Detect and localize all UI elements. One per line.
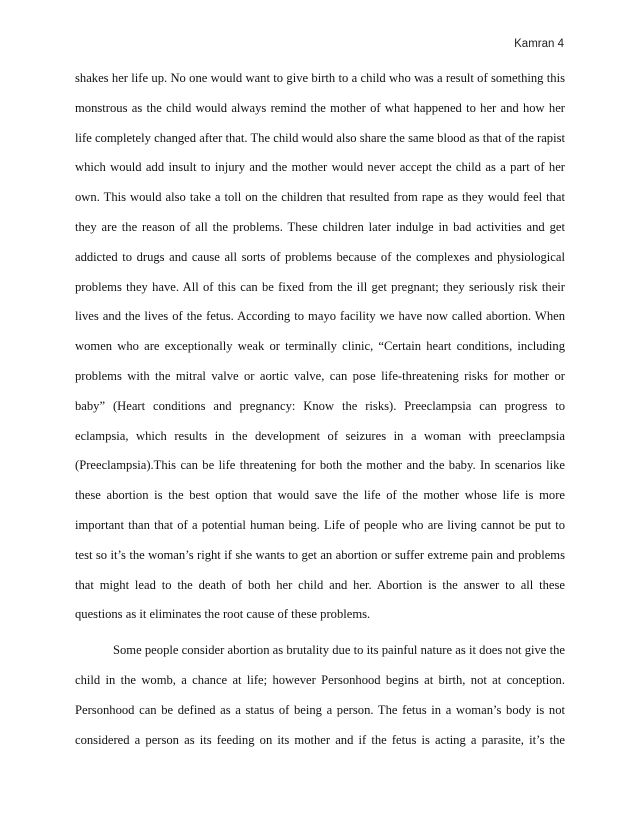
text-line: lives and the lives of the fetus. According to mayo facility we have now called abortion. When: [75, 309, 565, 324]
text-line: problems with the mitral valve or aortic valve, can pose life-threatening risks for mother or: [75, 368, 565, 383]
text-line: child in the womb, a chance at life; however Personhood begins at birth, not at conception.: [75, 672, 565, 687]
text-line: addicted to drugs and cause all sorts of problems because of the complexes and physiological: [75, 249, 565, 264]
text-line: that might lead to the death of both her child and her. Abortion is the answer to all these: [75, 577, 565, 592]
text-line: Some people consider abortion as brutality due to its painful nature as it does not give the: [113, 643, 565, 658]
text-line: Personhood can be defined as a status of being a person. The fetus in a woman’s body is not: [75, 702, 565, 717]
paragraph: [75, 643, 565, 762]
text-line: (Preeclampsia).This can be life threatening for both the mother and the baby. In scenarios like: [75, 458, 565, 473]
text-line: women who are exceptionally weak or terminally clinic, “Certain heart conditions, including: [75, 339, 565, 354]
text-line: these abortion is the best option that would save the life of the mother whose life is more: [75, 488, 565, 503]
paragraph: [75, 71, 565, 637]
text-line: test so it’s the woman’s right if she wants to get an abortion or suffer extreme pain and problems: [75, 547, 565, 562]
text-line: questions as it eliminates the root cause of these problems.: [75, 607, 371, 622]
text-line: which would add insult to injury and the mother would never accept the child as a part of her: [75, 160, 565, 175]
text-line: own. This would also take a toll on the children that resulted from rape as they would feel that: [75, 190, 565, 205]
text-line: important than that of a potential human being. Life of people who are living cannot be put to: [75, 517, 565, 532]
text-line: eclampsia, which results in the development of seizures in a woman with preeclampsia: [75, 428, 565, 443]
text-line: they are the reason of all the problems. These children later indulge in bad activities and get: [75, 219, 565, 234]
running-head: Kamran 4: [514, 38, 564, 50]
text-line: considered a person as its feeding on its mother and if the fetus is acting a parasite, it’s the: [75, 732, 565, 747]
text-line: life completely changed after that. The child would also share the same blood as that of the rapist: [75, 130, 565, 145]
text-line: baby” (Heart conditions and pregnancy: Know the risks). Preeclampsia can progress to: [75, 398, 565, 413]
body-text: [75, 71, 565, 762]
text-line: shakes her life up. No one would want to give birth to a child who was a result of something this: [75, 71, 565, 85]
text-line: problems they have. All of this can be fixed from the ill get pregnant; they seriously risk their: [75, 279, 565, 294]
text-line: monstrous as the child would always remind the mother of what happened to her and how her: [75, 100, 565, 115]
